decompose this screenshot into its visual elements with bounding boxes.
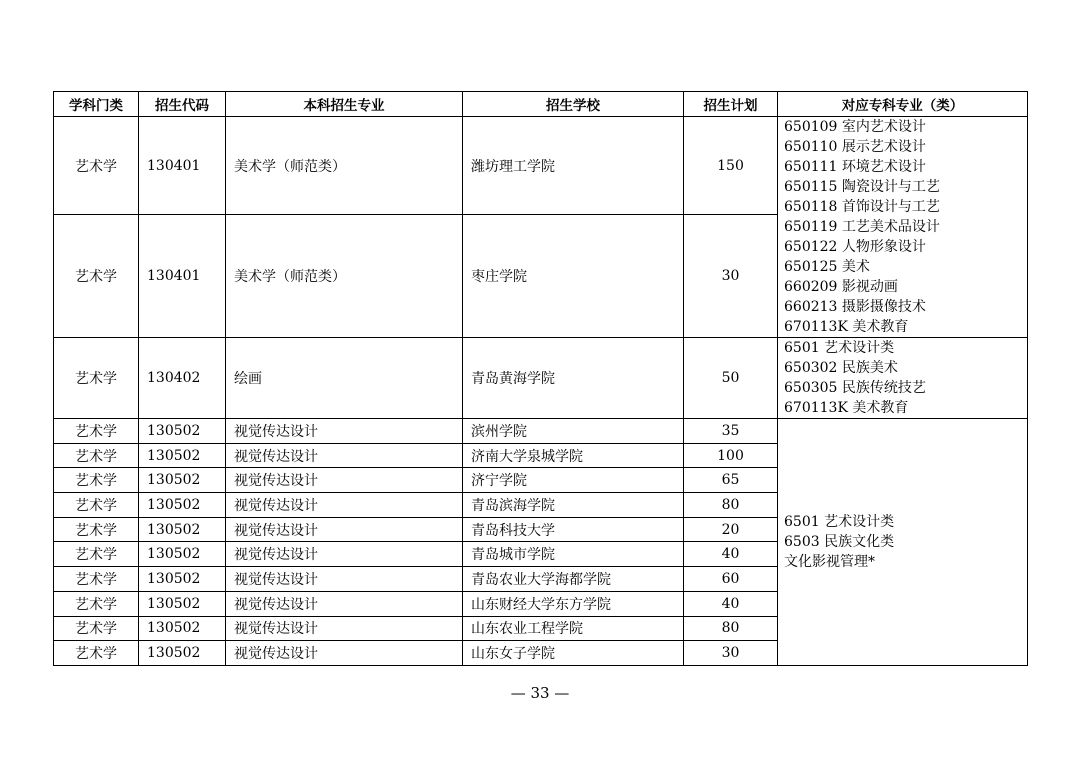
cell-major: 视觉传达设计	[226, 591, 463, 616]
cell-major: 视觉传达设计	[226, 443, 463, 468]
related-major-item: 650118 首饰设计与工艺	[784, 199, 940, 215]
table-row	[54, 338, 1028, 419]
cell-school: 青岛滨海学院	[463, 493, 684, 518]
cell-school: 青岛黄海学院	[463, 338, 684, 419]
related-major-item: 650110 展示艺术设计	[784, 139, 926, 155]
cell-code: 130502	[139, 641, 226, 666]
cell-code: 130502	[139, 443, 226, 468]
cell-school: 青岛城市学院	[463, 542, 684, 567]
cell-category: 艺术学	[54, 542, 139, 567]
related-major-item: 6503 民族文化类	[784, 533, 895, 550]
header-school: 招生学校	[463, 92, 684, 117]
cell-category: 艺术学	[54, 616, 139, 641]
cell-category: 艺术学	[54, 338, 139, 419]
cell-major: 视觉传达设计	[226, 542, 463, 567]
cell-code: 130502	[139, 468, 226, 493]
cell-major: 视觉传达设计	[226, 419, 463, 444]
related-major-item: 650305 民族传统技艺	[784, 380, 926, 396]
cell-category: 艺术学	[54, 641, 139, 666]
cell-school: 山东财经大学东方学院	[463, 591, 684, 616]
cell-school: 山东女子学院	[463, 641, 684, 666]
cell-code: 130502	[139, 493, 226, 518]
header-major: 本科招生专业	[226, 92, 463, 117]
table-row	[54, 419, 1028, 444]
related-major-item: 文化影视管理*	[784, 553, 875, 570]
cell-major: 视觉传达设计	[226, 616, 463, 641]
related-major-item: 650122 人物形象设计	[784, 239, 926, 255]
cell-major: 视觉传达设计	[226, 493, 463, 518]
related-major-item: 6501 艺术设计类	[784, 513, 895, 530]
cell-plan: 30	[684, 641, 778, 666]
related-major-item: 650302 民族美术	[784, 360, 898, 376]
cell-plan: 60	[684, 567, 778, 592]
cell-plan: 65	[684, 468, 778, 493]
cell-major: 视觉传达设计	[226, 641, 463, 666]
enrollment-plan-table	[53, 91, 1028, 666]
cell-school: 滨州学院	[463, 419, 684, 444]
cell-school: 青岛科技大学	[463, 517, 684, 542]
header-category: 学科门类	[54, 92, 139, 117]
cell-code: 130401	[139, 215, 226, 338]
cell-category: 艺术学	[54, 517, 139, 542]
cell-category: 艺术学	[54, 215, 139, 338]
header-related-majors: 对应专科专业（类）	[778, 92, 1028, 117]
related-major-item: 670113K 美术教育	[784, 319, 909, 335]
cell-code: 130502	[139, 591, 226, 616]
cell-school: 山东农业工程学院	[463, 616, 684, 641]
cell-code: 130502	[139, 517, 226, 542]
page-number: — 33 —	[510, 684, 570, 702]
related-major-item: 670113K 美术教育	[784, 400, 909, 416]
table-header-row	[54, 92, 1028, 117]
cell-school: 济南大学泉城学院	[463, 443, 684, 468]
header-plan: 招生计划	[684, 92, 778, 117]
cell-related-majors	[778, 419, 1028, 666]
cell-category: 艺术学	[54, 117, 139, 215]
cell-plan: 150	[684, 117, 778, 215]
cell-school: 潍坊理工学院	[463, 117, 684, 215]
cell-school: 枣庄学院	[463, 215, 684, 338]
related-major-item: 650109 室内艺术设计	[784, 119, 926, 135]
related-major-item: 650111 环境艺术设计	[784, 159, 926, 175]
related-major-item: 660213 摄影摄像技术	[784, 299, 926, 315]
table-row	[54, 117, 1028, 215]
cell-school: 济宁学院	[463, 468, 684, 493]
cell-category: 艺术学	[54, 591, 139, 616]
cell-code: 130401	[139, 117, 226, 215]
related-major-item: 650119 工艺美术品设计	[784, 219, 940, 235]
cell-category: 艺术学	[54, 493, 139, 518]
cell-plan: 40	[684, 542, 778, 567]
cell-major: 视觉传达设计	[226, 567, 463, 592]
cell-plan: 30	[684, 215, 778, 338]
cell-plan: 40	[684, 591, 778, 616]
cell-plan: 80	[684, 493, 778, 518]
cell-code: 130502	[139, 542, 226, 567]
related-major-item: 660209 影视动画	[784, 279, 898, 295]
cell-plan: 35	[684, 419, 778, 444]
cell-code: 130502	[139, 616, 226, 641]
cell-category: 艺术学	[54, 419, 139, 444]
cell-plan: 20	[684, 517, 778, 542]
cell-major: 绘画	[226, 338, 463, 419]
related-major-item: 650125 美术	[784, 259, 870, 275]
header-code: 招生代码	[139, 92, 226, 117]
cell-code: 130502	[139, 419, 226, 444]
related-major-item: 6501 艺术设计类	[784, 340, 895, 356]
cell-plan: 50	[684, 338, 778, 419]
cell-major: 视觉传达设计	[226, 468, 463, 493]
related-major-item: 650115 陶瓷设计与工艺	[784, 179, 940, 195]
cell-plan: 100	[684, 443, 778, 468]
cell-plan: 80	[684, 616, 778, 641]
cell-category: 艺术学	[54, 443, 139, 468]
cell-school: 青岛农业大学海都学院	[463, 567, 684, 592]
cell-major: 美术学（师范类）	[226, 117, 463, 215]
cell-related-majors	[778, 338, 1028, 419]
cell-category: 艺术学	[54, 567, 139, 592]
cell-related-majors	[778, 117, 1028, 338]
cell-category: 艺术学	[54, 468, 139, 493]
cell-code: 130502	[139, 567, 226, 592]
cell-code: 130402	[139, 338, 226, 419]
cell-major: 视觉传达设计	[226, 517, 463, 542]
cell-major: 美术学（师范类）	[226, 215, 463, 338]
